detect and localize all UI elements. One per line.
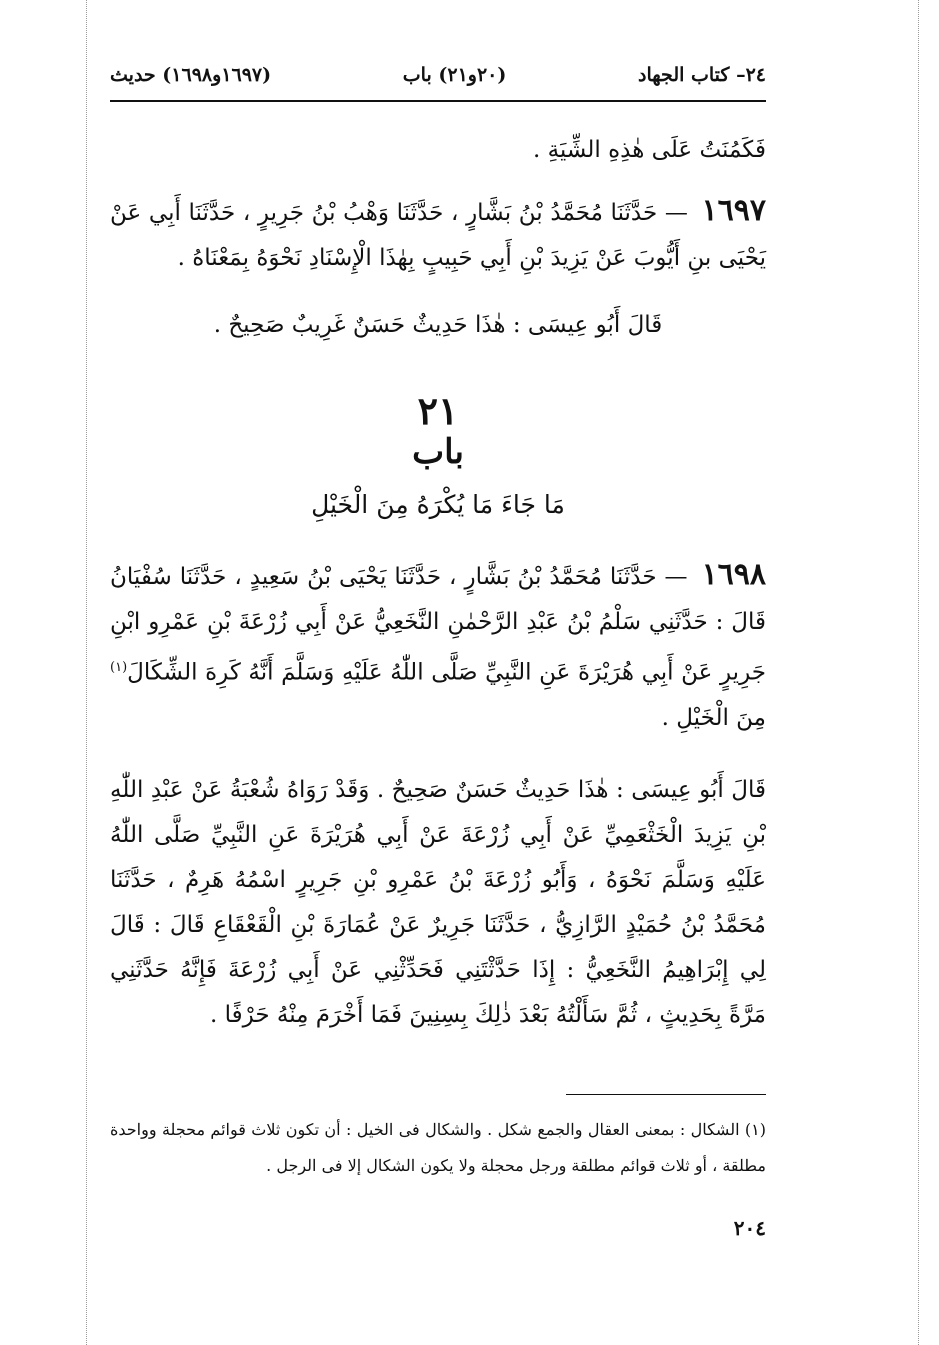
hadith-1698-commentary: قَالَ أَبُو عِيسَى : هٰذَا حَدِيثٌ حَسَنٌ صَحِيحٌ . وَقَدْ رَوَاهُ شُعْبَةُ عَنْ عَبْدِ اللّٰهِ بْنِ يَزِيدَ الْخَثْعَمِيِّ عَنْ أَبِي زُرْعَةَ عَنْ أَبِي هُرَيْرَةَ عَنِ النَّبِيِّ صَلَّى اللّٰهُ عَلَيْهِ وَسَلَّمَ نَحْوَهُ ، وَأَبُو زُرْعَةَ بْنُ عَمْرِو بْنِ جَرِيرٍ اسْمُهُ هَرِمٌ ، حَدَّثَنَا مُحَمَّدُ بْنُ حُمَيْدٍ الرَّازِيُّ ، حَدَّثَنَا جَرِيرٌ عَنْ عُمَارَةَ بْنِ الْقَعْقَاعِ قَالَ : قَالَ لِي إِبْرَاهِيمُ النَّخَعِيُّ : إِذَا حَدَّثْتَنِي فَحَدِّثْنِي عَنْ أَبِي زُرْعَةَ فَإِنَّهُ حَدَّثَنِي مَرَّةً بِحَدِيثٍ ، ثُمَّ سَأَلْتُهُ بَعْدَ ذٰلِكَ بِسِنِينَ فَمَا أَخْرَمَ مِنْهُ حَرْفًا . bbox=[110, 777, 766, 1028]
header-bab: (٢٠و٢١) باب bbox=[402, 64, 507, 86]
hadith-1697-grading: قَالَ أَبُو عِيسَى : هٰذَا حَدِيثٌ حَسَنٌ غَرِيبٌ صَحِيحٌ . bbox=[213, 312, 663, 338]
chapter-number: ٢١ bbox=[417, 388, 459, 433]
scan-edge-right bbox=[918, 0, 919, 1345]
header-book: ٢٤– كتاب الجهاد bbox=[638, 64, 766, 86]
continuation-line: فَكَمُنَتُ عَلَى هٰذِهِ الشِّيَةِ . bbox=[532, 137, 766, 163]
hadith-1698-text-end: مِنَ الْخَيْلِ . bbox=[661, 704, 766, 731]
hadith-number-1698: ١٦٩٨ bbox=[701, 557, 767, 592]
hadith-1697 bbox=[110, 188, 766, 281]
header-rule bbox=[110, 100, 766, 102]
footnote: (١) الشكال : بمعنى العقال والجمع شكل . والشكال فى الخيل : أن تكون ثلاث قوائم محجلة وواحدة مطلقة ، أو ثلاث قوائم مطلقة ورجل محجلة ولا يكون الشكال إلا فى الرجل . bbox=[110, 1120, 766, 1175]
page-number: ٢٠٤ bbox=[733, 1216, 766, 1240]
header-hadith: (١٦٩٧و١٦٩٨) حديث bbox=[110, 64, 272, 86]
footnote-rule bbox=[566, 1094, 766, 1095]
running-header bbox=[110, 58, 766, 92]
hadith-1698-text: — حَدَّثَنَا مُحَمَّدُ بْنُ بَشَّارٍ ، حَدَّثَنَا يَحْيَى بْنُ سَعِيدٍ ، حَدَّثَنَا سُفْيَانُ قَالَ : حَدَّثَنِي سَلْمُ بْنُ عَبْدِ الرَّحْمٰنِ النَّخَعِيُّ عَنْ أَبِي زُرْعَةَ بْنِ عَمْرِو ابْنِ جَرِيرٍ عَنْ أَبِي هُرَيْرَةَ عَنِ النَّبِيِّ صَلَّى اللّٰهُ عَلَيْهِ وَسَلَّمَ أَنَّهُ كَرِهَ الشِّكَالَ bbox=[110, 564, 766, 686]
hadith-1698 bbox=[110, 552, 766, 741]
chapter-title: مَا جَاءَ مَا يُكْرَهُ مِنَ الْخَيْلِ bbox=[311, 490, 565, 519]
hadith-number-1697: ١٦٩٧ bbox=[701, 193, 766, 228]
footnote-marker[interactable]: (١) bbox=[110, 660, 128, 675]
scan-edge-left bbox=[86, 0, 87, 1345]
hadith-1697-text: — حَدَّثَنَا مُحَمَّدُ بْنُ بَشَّارٍ ، حَدَّثَنَا وَهْبُ بْنُ جَرِيرٍ ، حَدَّثَنَا أَبِي عَنْ يَحْيَى بنِ أَيُّوبَ عَنْ يَزِيدَ بْنِ أَبِي حَبِيبٍ بِهٰذَا الْإِسْنَادِ نَحْوَهُ بِمَعْنَاهُ . bbox=[110, 200, 766, 271]
chapter-heading: باب bbox=[412, 432, 464, 472]
